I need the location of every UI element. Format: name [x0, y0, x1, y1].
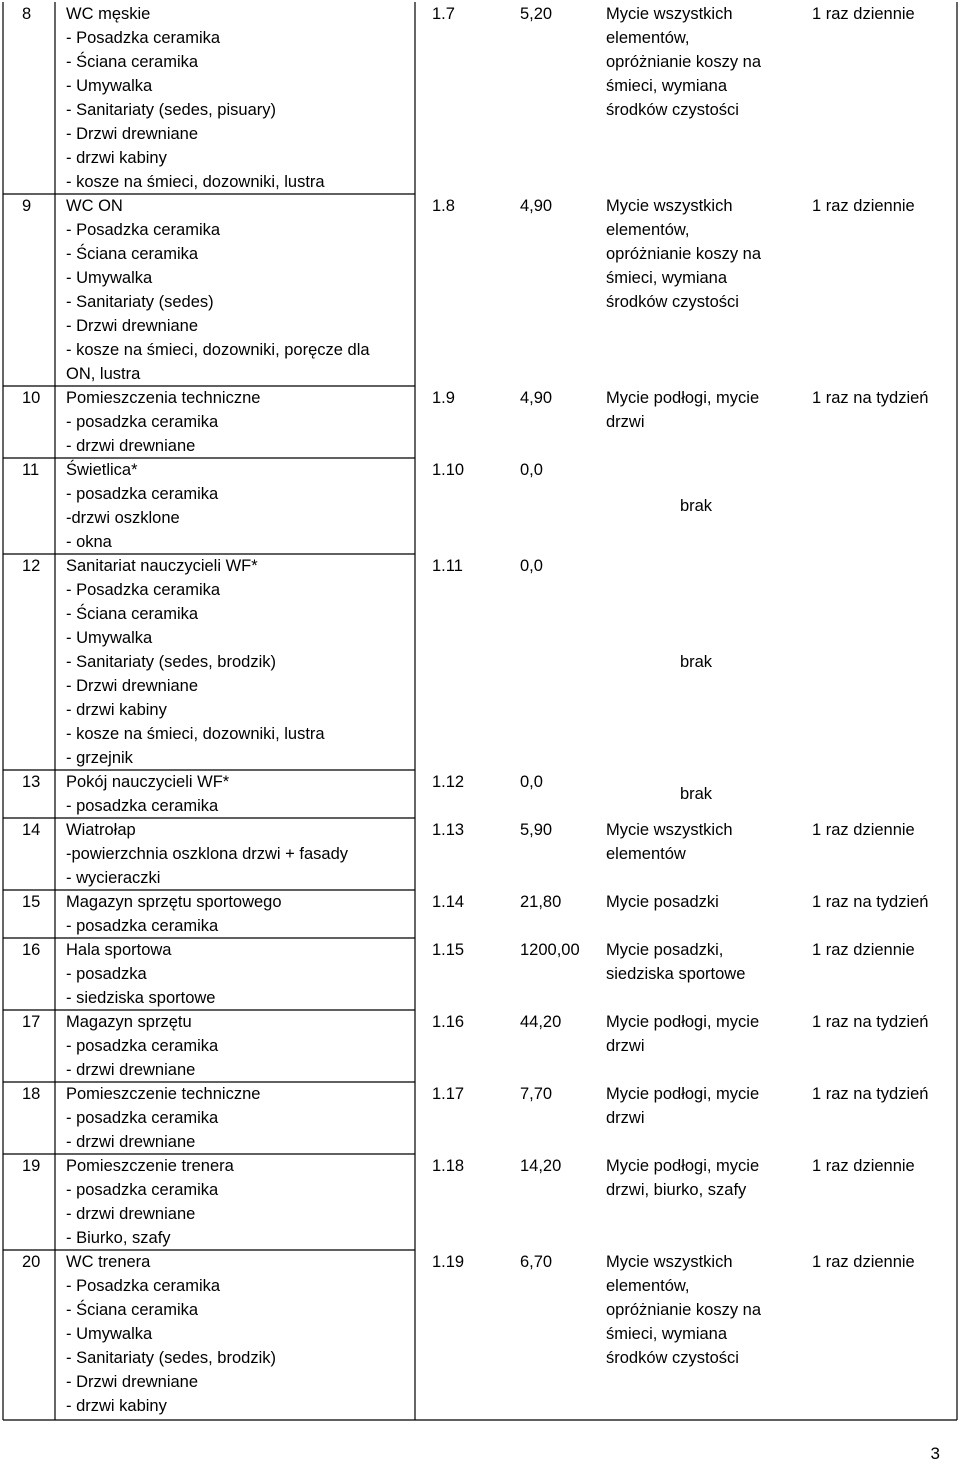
- cleaning-scope: [606, 194, 806, 386]
- cleaning-scope-text: brak: [679, 497, 713, 515]
- room-code: 1.7: [432, 5, 455, 23]
- cleaning-scope-line: Mycie posadzki,: [606, 941, 724, 959]
- room-description: [66, 386, 406, 458]
- cleaning-scope-line: drzwi, biurko, szafy: [606, 1181, 747, 1199]
- room-item: - okna: [66, 533, 112, 551]
- room-description: [66, 554, 406, 770]
- room-area: 21,80: [520, 893, 562, 911]
- cleaning-scope-line: elementów,: [606, 221, 690, 239]
- cleaning-scope: [606, 1082, 806, 1154]
- cleaning-scope: [606, 818, 806, 890]
- row-number: 18: [22, 1085, 41, 1103]
- room-name: Pomieszczenie trenera: [66, 1157, 234, 1175]
- room-code: 1.12: [432, 773, 465, 791]
- room-name: Pomieszczenie techniczne: [66, 1085, 261, 1103]
- room-item: - posadzka ceramika: [66, 1109, 219, 1127]
- room-description: [66, 890, 406, 938]
- room-item: -drzwi oszklone: [66, 509, 180, 527]
- room-item: - Sanitariaty (sedes, brodzik): [66, 653, 276, 671]
- room-item: - wycieraczki: [66, 869, 161, 887]
- cleaning-scope-line: elementów,: [606, 1277, 690, 1295]
- cleaning-scope-line: śmieci, wymiana: [606, 77, 728, 95]
- room-item: - Ściana ceramika: [66, 1301, 199, 1319]
- room-item: - posadzka ceramika: [66, 917, 219, 935]
- cleaning-scope-line: śmieci, wymiana: [606, 269, 728, 287]
- room-item: - drzwi kabiny: [66, 1397, 167, 1415]
- room-name: Wiatrołap: [66, 821, 136, 839]
- cleaning-scope-line: środków czystości: [606, 293, 739, 311]
- cleaning-scope-line: Mycie wszystkich: [606, 5, 733, 23]
- row-number: 14: [22, 821, 41, 839]
- row-number: 13: [22, 773, 41, 791]
- cleaning-frequency: 1 raz na tydzień: [812, 1085, 929, 1103]
- cleaning-scope: [606, 458, 786, 554]
- cleaning-scope-line: Mycie wszystkich: [606, 1253, 733, 1271]
- cleaning-scope-line: śmieci, wymiana: [606, 1325, 728, 1343]
- room-item: - Posadzka ceramika: [66, 29, 221, 47]
- room-item: - kosze na śmieci, dozowniki, lustra: [66, 725, 325, 743]
- room-item: - grzejnik: [66, 749, 133, 767]
- room-name: Świetlica*: [66, 461, 138, 479]
- row-number: 12: [22, 557, 41, 575]
- room-code: 1.18: [432, 1157, 465, 1175]
- cleaning-frequency: 1 raz dziennie: [812, 197, 915, 215]
- room-item: - posadzka ceramika: [66, 485, 219, 503]
- room-description: [66, 1010, 406, 1082]
- row-number: 19: [22, 1157, 41, 1175]
- cleaning-scope-text: brak: [679, 785, 713, 803]
- row-number: 20: [22, 1253, 41, 1271]
- cleaning-frequency: 1 raz na tydzień: [812, 893, 929, 911]
- room-item: - Drzwi drewniane: [66, 317, 199, 335]
- cleaning-scope-line: Mycie wszystkich: [606, 821, 733, 839]
- room-name: Magazyn sprzętu sportowego: [66, 893, 282, 911]
- cleaning-scope-line: drzwi: [606, 1109, 645, 1127]
- room-area: 5,20: [520, 5, 553, 23]
- room-code: 1.13: [432, 821, 465, 839]
- room-item: - siedziska sportowe: [66, 989, 216, 1007]
- room-item: - kosze na śmieci, dozowniki, poręcze dla: [66, 341, 370, 359]
- room-area: 0,0: [520, 461, 543, 479]
- cleaning-frequency: 1 raz na tydzień: [812, 1013, 929, 1031]
- cleaning-frequency: 1 raz na tydzień: [812, 389, 929, 407]
- row-number: 10: [22, 389, 41, 407]
- room-name: Pomieszczenia techniczne: [66, 389, 261, 407]
- room-area: 5,90: [520, 821, 553, 839]
- cleaning-scope-line: Mycie podłogi, mycie: [606, 1085, 760, 1103]
- room-item: - Sanitariaty (sedes, pisuary): [66, 101, 276, 119]
- cleaning-scope-line: opróżnianie koszy na: [606, 1301, 762, 1319]
- cleaning-frequency: 1 raz dziennie: [812, 1253, 915, 1271]
- room-code: 1.15: [432, 941, 465, 959]
- room-name: Sanitariat nauczycieli WF*: [66, 557, 258, 575]
- room-item: - posadzka: [66, 965, 147, 983]
- room-item: - Ściana ceramika: [66, 605, 199, 623]
- room-item: - posadzka ceramika: [66, 413, 219, 431]
- room-area: 0,0: [520, 773, 543, 791]
- room-area: 6,70: [520, 1253, 553, 1271]
- room-item: - Ściana ceramika: [66, 245, 199, 263]
- cleaning-scope: [606, 386, 806, 458]
- room-item: -powierzchnia oszklona drzwi + fasady: [66, 845, 349, 863]
- cleaning-scope-line: Mycie posadzki: [606, 893, 719, 911]
- room-item: - Umywalka: [66, 629, 153, 647]
- cleaning-frequency: 1 raz dziennie: [812, 5, 915, 23]
- cleaning-scope: [606, 1250, 806, 1418]
- room-item: - posadzka ceramika: [66, 797, 219, 815]
- cleaning-scope-line: Mycie podłogi, mycie: [606, 389, 760, 407]
- room-item: - posadzka ceramika: [66, 1037, 219, 1055]
- room-item: - Ściana ceramika: [66, 53, 199, 71]
- cleaning-frequency: 1 raz dziennie: [812, 821, 915, 839]
- row-number: 17: [22, 1013, 41, 1031]
- cleaning-frequency: 1 raz dziennie: [812, 941, 915, 959]
- cleaning-scope-line: drzwi: [606, 413, 645, 431]
- room-item: - drzwi drewniane: [66, 437, 196, 455]
- cleaning-frequency: 1 raz dziennie: [812, 1157, 915, 1175]
- room-item: - Umywalka: [66, 269, 153, 287]
- room-item: - Sanitariaty (sedes, brodzik): [66, 1349, 276, 1367]
- room-code: 1.10: [432, 461, 465, 479]
- room-item: - Drzwi drewniane: [66, 677, 199, 695]
- room-area: 44,20: [520, 1013, 562, 1031]
- room-item: - drzwi kabiny: [66, 149, 167, 167]
- room-area: 1200,00: [520, 941, 580, 959]
- room-code: 1.14: [432, 893, 465, 911]
- cleaning-scope-line: siedziska sportowe: [606, 965, 746, 983]
- room-area: 14,20: [520, 1157, 562, 1175]
- room-code: 1.8: [432, 197, 455, 215]
- room-area: 4,90: [520, 197, 553, 215]
- room-item: - Sanitariaty (sedes): [66, 293, 214, 311]
- row-number: 11: [22, 461, 40, 479]
- cleaning-scope-line: środków czystości: [606, 1349, 739, 1367]
- room-description: [66, 458, 406, 554]
- room-code: 1.19: [432, 1253, 465, 1271]
- room-name: WC męskie: [66, 5, 151, 23]
- room-code: 1.16: [432, 1013, 465, 1031]
- room-item: - Umywalka: [66, 1325, 153, 1343]
- room-item: - drzwi kabiny: [66, 701, 167, 719]
- room-name: Magazyn sprzętu: [66, 1013, 192, 1031]
- row-number: 15: [22, 893, 41, 911]
- room-description: [66, 2, 406, 194]
- room-item: - Umywalka: [66, 77, 153, 95]
- row-number: 16: [22, 941, 41, 959]
- row-number: 8: [22, 5, 32, 23]
- cleaning-scope: [606, 1154, 806, 1250]
- room-item: - Drzwi drewniane: [66, 125, 199, 143]
- room-name: WC ON: [66, 197, 123, 215]
- cleaning-scope-line: Mycie podłogi, mycie: [606, 1013, 760, 1031]
- room-description: [66, 1082, 406, 1154]
- room-name: WC trenera: [66, 1253, 151, 1271]
- room-code: 1.17: [432, 1085, 465, 1103]
- room-description: [66, 938, 406, 1010]
- room-item: - Posadzka ceramika: [66, 1277, 221, 1295]
- row-number: 9: [22, 197, 32, 215]
- room-description: [66, 1154, 406, 1250]
- cleaning-scope: [606, 770, 786, 818]
- room-item: - drzwi drewniane: [66, 1205, 196, 1223]
- room-description: [66, 818, 406, 890]
- cleaning-scope: [606, 890, 806, 938]
- room-area: 0,0: [520, 557, 543, 575]
- room-name: Pokój nauczycieli WF*: [66, 773, 230, 791]
- cleaning-scope: [606, 554, 786, 770]
- room-item: - kosze na śmieci, dozowniki, lustra: [66, 173, 325, 191]
- room-description: [66, 194, 406, 386]
- room-item: - Posadzka ceramika: [66, 221, 221, 239]
- room-area: 7,70: [520, 1085, 553, 1103]
- cleaning-scope-line: Mycie podłogi, mycie: [606, 1157, 760, 1175]
- room-code: 1.11: [432, 557, 463, 575]
- cleaning-scope-line: opróżnianie koszy na: [606, 245, 762, 263]
- room-item: - drzwi drewniane: [66, 1133, 196, 1151]
- room-name: Hala sportowa: [66, 941, 172, 959]
- room-item: - Drzwi drewniane: [66, 1373, 199, 1391]
- room-item: - Biurko, szafy: [66, 1229, 171, 1247]
- cleaning-scope-line: środków czystości: [606, 101, 739, 119]
- cleaning-scope-line: Mycie wszystkich: [606, 197, 733, 215]
- room-item: - drzwi drewniane: [66, 1061, 196, 1079]
- cleaning-scope: [606, 2, 806, 194]
- room-item: - Posadzka ceramika: [66, 581, 221, 599]
- room-description: [66, 1250, 406, 1418]
- cleaning-scope-line: opróżnianie koszy na: [606, 53, 762, 71]
- page-number: 3: [930, 1444, 940, 1463]
- room-description: [66, 770, 406, 818]
- cleaning-scope-line: elementów: [606, 845, 686, 863]
- cleaning-scope: [606, 1010, 806, 1082]
- cleaning-scope-line: elementów,: [606, 29, 690, 47]
- cleaning-scope-text: brak: [679, 653, 713, 671]
- room-code: 1.9: [432, 389, 455, 407]
- room-item: - posadzka ceramika: [66, 1181, 219, 1199]
- room-area: 4,90: [520, 389, 553, 407]
- cleaning-scope-line: drzwi: [606, 1037, 645, 1055]
- room-item: ON, lustra: [66, 365, 141, 383]
- cleaning-scope: [606, 938, 806, 1010]
